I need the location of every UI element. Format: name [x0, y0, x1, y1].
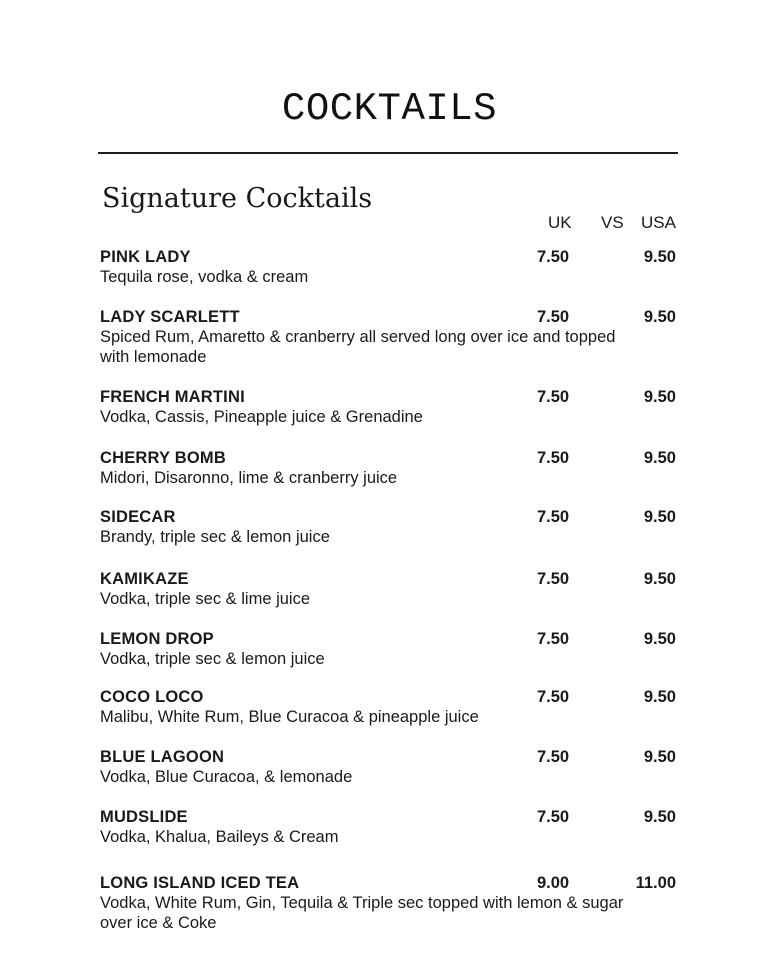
item-description: Vodka, Cassis, Pineapple juice & Grenadine: [100, 408, 423, 426]
item-name: MUDSLIDE: [100, 808, 188, 826]
item-name: PINK LADY: [100, 248, 191, 266]
menu-item-cherry-bomb: [100, 448, 680, 488]
menu-item-sidecar: [100, 507, 680, 547]
item-name: LEMON DROP: [100, 630, 214, 648]
item-description: Tequila rose, vodka & cream: [100, 268, 309, 286]
column-header-uk: UK: [548, 213, 572, 232]
item-price-uk: 7.50: [537, 630, 570, 648]
item-description: Brandy, triple sec & lemon juice: [100, 528, 330, 546]
item-description: Malibu, White Rum, Blue Curacoa & pineapple juice: [100, 708, 479, 726]
item-price-uk: 7.50: [537, 570, 570, 588]
item-price-uk: 7.50: [537, 449, 570, 467]
item-price-uk: 7.50: [537, 508, 570, 526]
item-price-usa: 9.50: [643, 748, 676, 766]
section-heading: Signature Cocktails: [102, 183, 373, 214]
item-name: SIDECAR: [100, 508, 176, 526]
item-name: BLUE LAGOON: [100, 748, 225, 766]
item-name: KAMIKAZE: [100, 570, 189, 588]
item-price-usa: 9.50: [643, 508, 676, 526]
item-price-uk: 7.50: [537, 748, 570, 766]
menu-item-pink-lady: [100, 247, 680, 287]
item-price-usa: 9.50: [643, 570, 676, 588]
column-header-vs: VS: [601, 213, 624, 232]
item-name: CHERRY BOMB: [100, 449, 226, 467]
item-price-uk: 9.00: [537, 874, 570, 892]
item-price-usa: 9.50: [643, 808, 676, 826]
menu-item-blue-lagoon: [100, 747, 680, 787]
item-description: Vodka, triple sec & lime juice: [100, 590, 311, 608]
item-price-usa: 11.00: [635, 874, 676, 892]
menu-item-lemon-drop: [100, 629, 680, 669]
title-divider: [98, 152, 678, 154]
menu-title: COCKTAILS: [281, 87, 498, 131]
item-description: Vodka, triple sec & lemon juice: [100, 650, 325, 668]
item-description: Vodka, White Rum, Gin, Tequila & Triple sec topped with lemon & sugar over ice & Coke: [100, 894, 624, 932]
item-description: Midori, Disaronno, lime & cranberry juice: [100, 469, 398, 487]
menu-item-coco-loco: [100, 687, 680, 727]
item-price-uk: 7.50: [537, 808, 570, 826]
item-name: COCO LOCO: [100, 688, 204, 706]
item-price-uk: 7.50: [537, 308, 570, 326]
item-price-usa: 9.50: [643, 449, 676, 467]
item-name: FRENCH MARTINI: [100, 388, 245, 406]
item-price-usa: 9.50: [643, 308, 676, 326]
menu-item-kamikaze: [100, 569, 680, 609]
menu-item-long-island-iced-tea: [100, 873, 680, 933]
item-price-uk: 7.50: [537, 388, 570, 406]
item-price-uk: 7.50: [537, 688, 570, 706]
item-description: Spiced Rum, Amaretto & cranberry all served long over ice and topped with lemonade: [100, 328, 616, 366]
item-description: Vodka, Blue Curacoa, & lemonade: [100, 768, 353, 786]
item-price-uk: 7.50: [537, 248, 570, 266]
item-name: LADY SCARLETT: [100, 308, 240, 326]
menu-item-french-martini: [100, 387, 680, 427]
column-header-usa: USA: [641, 213, 676, 232]
item-price-usa: 9.50: [643, 388, 676, 406]
item-price-usa: 9.50: [643, 688, 676, 706]
menu-item-mudslide: [100, 807, 680, 847]
item-price-usa: 9.50: [643, 248, 676, 266]
menu-item-lady-scarlett: [100, 307, 680, 367]
item-price-usa: 9.50: [643, 630, 676, 648]
item-name: LONG ISLAND ICED TEA: [100, 874, 300, 892]
item-description: Vodka, Khalua, Baileys & Cream: [100, 828, 339, 846]
